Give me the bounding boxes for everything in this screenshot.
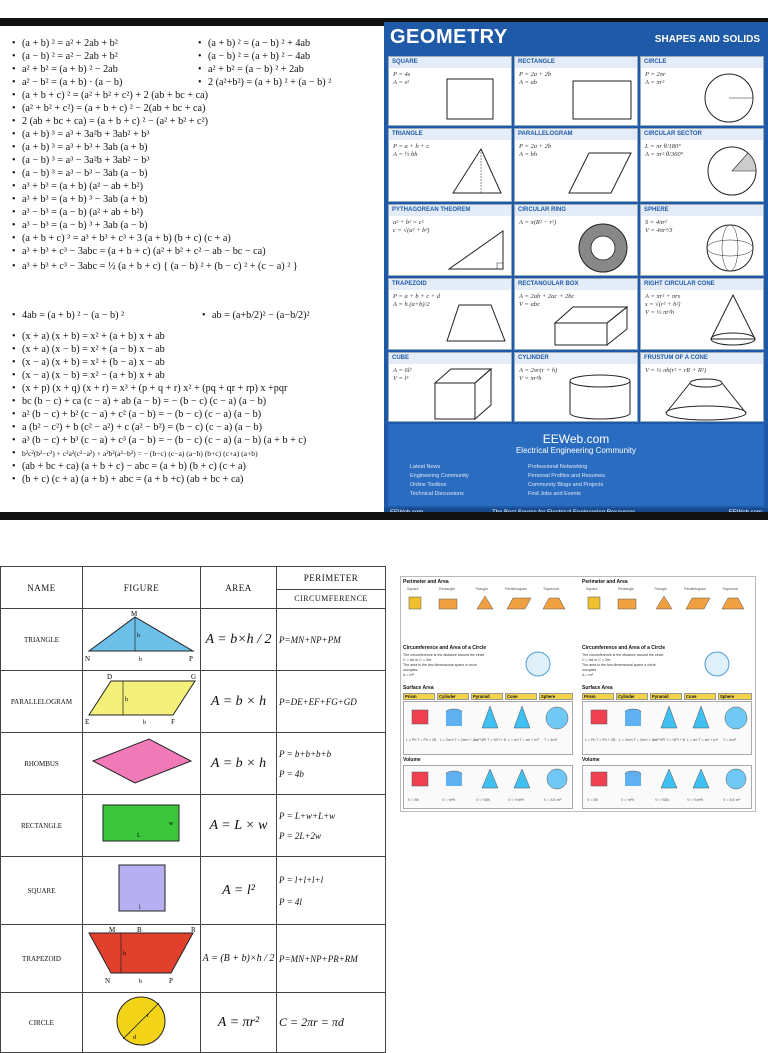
row-name: TRAPEZOID [1,925,83,993]
surface-area-row [582,701,752,755]
identity-item: • a (b² − c²) + b (c² − a²) + c (a² − b²) = (b − c) (c − a) (a − b) [22,422,262,434]
identity-item: • a³ (b − c) + b³ (c − a) + c³ (a − b) = − (b − c) (c − a) (a − b) (a + b + c) [22,435,306,447]
circle-note: occupies. [403,668,419,672]
poster-cell-square [388,56,512,126]
row-area: A = b × h [201,733,277,795]
shape-head: Trapezoid [722,587,738,591]
header-circumference-label: CIRCUMFERENCE [277,589,385,603]
identity-item: • (a − b) ³ = a³ − 3a²b + 3ab² − b³ [22,155,149,167]
shape-head: Parallelogram [684,587,707,591]
poster-cell-right-cone [640,278,764,350]
cell-formula: P = a + b + c A = ½ bh [393,143,430,158]
row-area: A = (B + b)×h / 2 [201,925,277,993]
label-b: b [139,979,142,985]
identity-item: • (ab + bc + ca) (a + b + c) − abc = (a + b) (b + c) (c + a) [22,461,246,473]
volume-formula: V = Bh [587,798,598,802]
cell-formula: P = 4s A = s² [393,71,411,86]
surface-formula: L = πrl T = πrl + πr² [687,738,719,742]
cell-heading: RIGHT CIRCULAR CONE [641,279,763,290]
identity-item: • a² + b² = (a − b) ² + 2ab [208,64,304,76]
label-h: h [123,951,126,957]
circle-shape [701,71,757,125]
shape-head: Triangle [475,587,488,591]
solid-head: Pyramid [650,693,682,700]
identity-item: • a³ + b³ + c³ − 3abc = ½ (a + b + c) { (a − b) ² + (b − c) ² + (c − a) ² } [22,261,298,273]
cell-formula: P = 2a + 2b A = ab [519,71,552,86]
identity-item: • a³ − b³ = (a − b) ³ + 3ab (a − b) [22,220,148,232]
table-row [1,925,386,993]
label-e: E [85,718,90,726]
rectangle-figure [83,795,199,851]
poster-cell-rectangle [514,56,638,126]
label-b: b [143,720,146,726]
perimeter-line-2: P = 2L+2w [279,830,321,841]
poster-cell-cube [388,352,512,422]
identity-item: • a² − b² = (a + b) · (a − b) [22,77,122,89]
row-name: RHOMBUS [1,733,83,795]
label-g: G [191,673,197,681]
label-b: b [139,657,142,663]
bottom-black-band [0,512,768,520]
solid-head: Cylinder [437,693,469,700]
label-p: P [189,655,193,663]
volume-section-title: Volume [582,757,600,763]
cell-formula: P = a + b + c + d A = h (a+b)/2 [393,293,441,308]
solid-icons [404,702,574,736]
solid-head: Sphere [718,693,752,700]
label-w: w [169,821,174,827]
footer-link[interactable]: Technical Discussions [410,491,464,497]
row-area: A = b×h / 2 [201,609,277,671]
shape-formula-table [0,566,386,1053]
volume-row [403,765,573,809]
shape-head: Trapezoid [543,587,559,591]
square-shape [443,75,501,123]
poster-cell-rectangular-box [514,278,638,350]
poster-cell-circular-ring [514,204,638,276]
cell-heading: CUBE [389,353,511,364]
row-perimeter [277,857,386,925]
panel-title: Perimeter and Area [582,579,628,585]
figure-cell [83,609,201,671]
poster-title: GEOMETRY [390,26,508,48]
figure-cell [83,795,201,857]
label-f: F [171,718,175,726]
poster-cell-sphere [640,204,764,276]
row-name: PARALLELOGRAM [1,671,83,733]
cell-formula: L = πr θ/180° A = πr² θ/360° [645,143,684,158]
label-l: l [139,905,141,911]
geometry-poster [384,22,768,520]
panel-title: Perimeter and Area [403,579,449,585]
circle-note: The circumference is the distance around the circle. [582,653,665,657]
footer-link[interactable]: Community Blogs and Projects [528,482,604,488]
row-area: A = b × h [201,671,277,733]
identity-item: • (a − b) ³ = a³ − b³ − 3ab (a − b) [22,168,148,180]
circle-figure [83,993,199,1047]
parallelogram-figure [83,671,199,727]
volume-formula: V = ⅓Bh [476,798,490,802]
surface-formula: L = πrl T = πrl + πr² [508,738,540,742]
frustum-shape [661,377,751,421]
circle-note: The area is the two dimensional space a circle [403,663,477,667]
identity-item: • (a − b) ² = a² − 2ab + b² [22,51,118,63]
solid-head: Pyramid [471,693,503,700]
label-d: d [133,1035,136,1041]
identity-item: • (x + a) (x − b) = x² + (a − b) x − ab [22,344,165,356]
shape-head: Rectangle [439,587,456,591]
identity-item: • 4ab = (a + b) ² − (a − b) ² [22,310,124,322]
label-m: M [109,926,116,934]
perimeter-area-worksheet [400,576,756,812]
footer-tagline: Electrical Engineering Community [515,446,637,455]
row-area: A = L × w [201,795,277,857]
triangle-shape [447,145,507,197]
cell-formula: P = 2πr A = πr² [645,71,666,86]
cube-shape [431,367,501,421]
row-perimeter [277,733,386,795]
figure-cell [83,733,201,795]
identity-item: • (a + b + c) ³ = a³ + b³ + c³ + 3 (a + b) (b + c) (c + a) [22,233,231,245]
identity-item: • a² + b² = (a + b) ² − 2ab [22,64,118,76]
volume-formula: V = 4/3 πr³ [544,798,562,802]
circle-section-title: Circumference and Area of a Circle [403,645,487,651]
cell-heading: RECTANGULAR BOX [515,279,637,290]
identity-item: • (a − b) ² = (a + b) ² − 4ab [208,51,310,63]
cell-formula: A = π(R² − r²) [519,219,557,226]
surface-formula: L = 2πrh T = 2πrh + 2πr² [440,738,480,742]
label-m: M [131,610,138,618]
header-perimeter [277,567,386,609]
volume-formula: V = Bh [408,798,419,802]
right-triangle-shape [445,223,509,273]
row-name: CIRCLE [1,993,83,1053]
label-r: R [191,926,196,934]
identity-item: • a³ − b³ = (a − b) (a² + ab + b²) [22,207,143,219]
identity-item: • (a + b) ² = a² + 2ab + b² [22,38,118,50]
algebra-identities-panel [0,30,380,508]
circle-note: A = πr² [582,673,594,677]
cell-formula: P = 2a + 2b A = bh [519,143,552,158]
surface-formula: L = Ph T = Ph + 2B [406,738,437,742]
label-r: r [147,1013,149,1019]
surface-section-title: Surface Area [403,685,434,691]
identity-item: • 2 (a²+b²) = (a + b) ² + (a − b) ² [208,77,331,89]
worksheet-panel-right [580,577,757,813]
volume-formula: V = ⅓πr²h [508,798,525,802]
identity-item: • (a + b) ³ = a³ + b³ + 3ab (a + b) [22,142,148,154]
shape-head: Square [407,587,419,591]
cell-heading: TRIANGLE [389,129,511,140]
shape-head: Rectangle [618,587,635,591]
perimeter-line-2: P = 4l [279,896,302,907]
cell-heading: CIRCLE [641,57,763,68]
circle-section-title: Circumference and Area of a Circle [582,645,666,651]
cell-heading: CYLINDER [515,353,637,364]
poster-cell-parallelogram [514,128,638,202]
poster-cell-trapezoid [388,278,512,350]
cone-shape [705,293,761,349]
triangle-figure [83,609,199,665]
volume-section-title: Volume [403,757,421,763]
cell-heading: SPHERE [641,205,763,216]
footer-link[interactable]: Engineering Community [410,473,469,479]
surface-formula: L = Ph T = Ph + 2B [585,738,616,742]
table-row [1,993,386,1053]
solid-head: Sphere [539,693,573,700]
circle-note: The circumference is the distance around the circle. [403,653,486,657]
cell-heading: TRAPEZOID [389,279,511,290]
trapezoid-shape [443,297,509,347]
identity-item: • a³ + b³ = (a + b) ³ − 3ab (a + b) [22,194,148,206]
identity-item: • (a + b) ² = (a − b) ² + 4ab [208,38,310,50]
cell-formula: V = ⅓ πh(r² + rR + R²) [645,367,706,374]
footer-brand: EEWeb.com [542,432,610,446]
identity-item: • (x + p) (x + q) (x + r) = x³ + (p + q + r) x² + (pq + qr + rp) x +pqr [22,383,287,395]
shape-head: Parallelogram [505,587,528,591]
footer-link[interactable]: Professional Networking [528,464,588,470]
poster-cell-cylinder [514,352,638,422]
solid-head: Cone [684,693,716,700]
circular-sector-shape [703,143,761,199]
footer-link[interactable]: Personal Profiles and Resumes [528,473,606,479]
footer-link[interactable]: Online Toolbox [410,482,447,488]
identity-item: • (x + a) (x + b) = x² + (a + b) x + ab [22,331,165,343]
perimeter-line-1: P = L+w+L+w [279,810,336,821]
cylinder-shape [565,373,635,421]
cell-heading: CIRCULAR SECTOR [641,129,763,140]
trapezoid-figure [83,925,199,987]
cell-formula: S = 4πr² V = 4πr³/3 [645,219,673,234]
poster-cell-circular-sector [640,128,764,202]
surface-formula: L = 2πrh T = 2πrh + 2πr² [619,738,659,742]
surface-formula: L = ½Pl T = ½Pl + B [474,738,506,742]
figure-cell [83,993,201,1053]
figure-cell [83,671,201,733]
identity-item: • (a + b + c) ² = (a² + b² + c²) + 2 (ab + bc + ca) [22,90,208,102]
figure-cell [83,857,201,925]
identity-item: • b²c²(b²−c²) + c²a²(c²−a²) + a²b²(a²−b²) = − (b−c) (c−a) (a−b) (b+c) (c+a) (a+b) [22,448,258,460]
volume-row [582,765,752,809]
row-name: TRIANGLE [1,609,83,671]
row-perimeter: P=MN+NP+PM [277,609,386,671]
poster-cell-circle [640,56,764,126]
table-row [1,609,386,671]
solid-icons [583,702,753,736]
footer-link[interactable]: Find Jobs and Events [528,491,581,497]
surface-formula: L = ½Pl T = ½Pl + B [653,738,685,742]
surface-section-title: Surface Area [582,685,613,691]
parallelogram-shape [565,147,635,197]
poster-cell-pythagorean [388,204,512,276]
identity-item: • ab = (a+b/2)² − (a−b/2)² [212,310,310,322]
shape-head: Triangle [654,587,667,591]
cell-heading: PARALLELOGRAM [515,129,637,140]
label-b-upper: B [137,926,142,934]
circle-note: occupies. [582,668,598,672]
label-n: N [85,655,91,663]
poster-cell-triangle [388,128,512,202]
row-area: A = πr² [201,993,277,1053]
cell-heading: RECTANGLE [515,57,637,68]
rhombus-figure [83,733,199,789]
label-d: D [107,673,113,681]
sphere-shape [703,221,757,275]
table-row [1,671,386,733]
surface-area-row [403,701,573,755]
square-figure [83,857,199,919]
label-n: N [105,977,111,985]
row-perimeter: P=MN+NP+PR+RM [277,925,386,993]
cell-heading: PYTHAGOREAN THEOREM [389,205,511,216]
header-figure: FIGURE [83,567,201,609]
shape-row-icons [403,593,575,613]
volume-formula: V = πr²h [442,798,456,802]
identity-item: • a³ + b³ + c³ − 3abc = (a + b + c) (a² + b² + c² − ab − bc − ca) [22,246,266,258]
circle-diagram [702,649,732,679]
cell-formula: A = 2ab + 2ac + 2bc V = abc [519,293,575,308]
identity-item: • (x − a) (x + b) = x² + (b − a) x − ab [22,357,165,369]
cell-formula: a² + b² = c² c = √(a² + b²) [393,219,430,234]
identity-item: • (a² + b² + c²) = (a + b + c) ² − 2(ab + bc + ca) [22,103,205,115]
label-l: L [137,833,141,839]
label-h: h [125,697,128,703]
solid-head: Prism [582,693,614,700]
shape-head: Square [586,587,598,591]
surface-formula: T = 4πr² [544,738,558,742]
cell-heading: SQUARE [389,57,511,68]
label-h: h [137,633,140,639]
solid-head: Cylinder [616,693,648,700]
table-row [1,857,386,925]
header-area: AREA [201,567,277,609]
table-header-row [1,567,386,609]
header-perimeter-label: PERIMETER [303,572,359,583]
perimeter-line-2: P = 4b [279,768,304,779]
cell-heading: FRUSTUM OF A CONE [641,353,763,364]
identity-item: • bc (b − c) + ca (c − a) + ab (a − b) = − (b − c) (c − a) (a − b) [22,396,266,408]
identity-item: • (b + c) (c + a) (a + b) + abc = (a + b +c) (ab + bc + ca) [22,474,243,486]
row-perimeter: P=DE+EF+FG+GD [277,671,386,733]
cell-formula: A = 6l² V = l³ [393,367,412,382]
box-shape [551,303,635,349]
circle-diagram [523,649,553,679]
row-name: SQUARE [1,857,83,925]
identity-item: • (a + b) ³ = a³ + 3a²b + 3ab² + b³ [22,129,149,141]
solid-icons [404,766,574,794]
perimeter-line-1: P = b+b+b+b [279,748,332,759]
solid-head: Prism [403,693,435,700]
poster-subtitle: SHAPES AND SOLIDS [654,34,760,45]
row-area: A = l² [201,857,277,925]
surface-formula: T = 4πr² [723,738,737,742]
row-perimeter: C = 2πr = πd [277,993,386,1053]
label-p: P [169,977,173,985]
solid-icons [583,766,753,794]
row-name: RECTANGLE [1,795,83,857]
identity-item: • (x − a) (x − b) = x² − (a + b) x + ab [22,370,165,382]
circle-note: The area is the two dimensional space a circle [582,663,656,667]
table-row [1,795,386,857]
identity-item: • a² (b − c) + b² (c − a) + c² (a − b) = − (b − c) (c − a) (a − b) [22,409,261,421]
circle-note: C = πd or C = 2πr [403,658,432,662]
volume-formula: V = ⅓πr²h [687,798,704,802]
worksheet-panel-left [401,577,578,813]
footer-link[interactable]: Latest News [410,464,441,470]
perimeter-line-1: P = l+l+l+l [279,874,324,885]
shape-row-icons [582,593,754,613]
rectangle-shape [569,77,635,123]
volume-formula: V = πr²h [621,798,635,802]
volume-formula: V = 4/3 πr³ [723,798,741,802]
solid-head: Cone [505,693,537,700]
figure-cell [83,925,201,993]
cell-formula: A = 2πr(r + h) V = πr²h [519,367,558,382]
header-name: NAME [1,567,83,609]
poster-cell-frustum [640,352,764,422]
cell-formula: A = πr² + πrs s = √(r² + h²) V = ⅓ πr²h [645,293,681,316]
poster-footer [388,424,764,506]
identity-item: • 2 (ab + bc + ca) = (a + b + c) ² − (a² + b² + c²) [22,116,208,128]
volume-formula: V = ⅓Bh [655,798,669,802]
identity-item: • a³ + b³ = (a + b) (a² − ab + b²) [22,181,143,193]
circle-note: C = πd or C = 2πr [582,658,611,662]
ring-shape [575,221,631,275]
row-perimeter [277,795,386,857]
cell-heading: CIRCULAR RING [515,205,637,216]
circle-note: A = πr² [403,673,415,677]
table-row [1,733,386,795]
